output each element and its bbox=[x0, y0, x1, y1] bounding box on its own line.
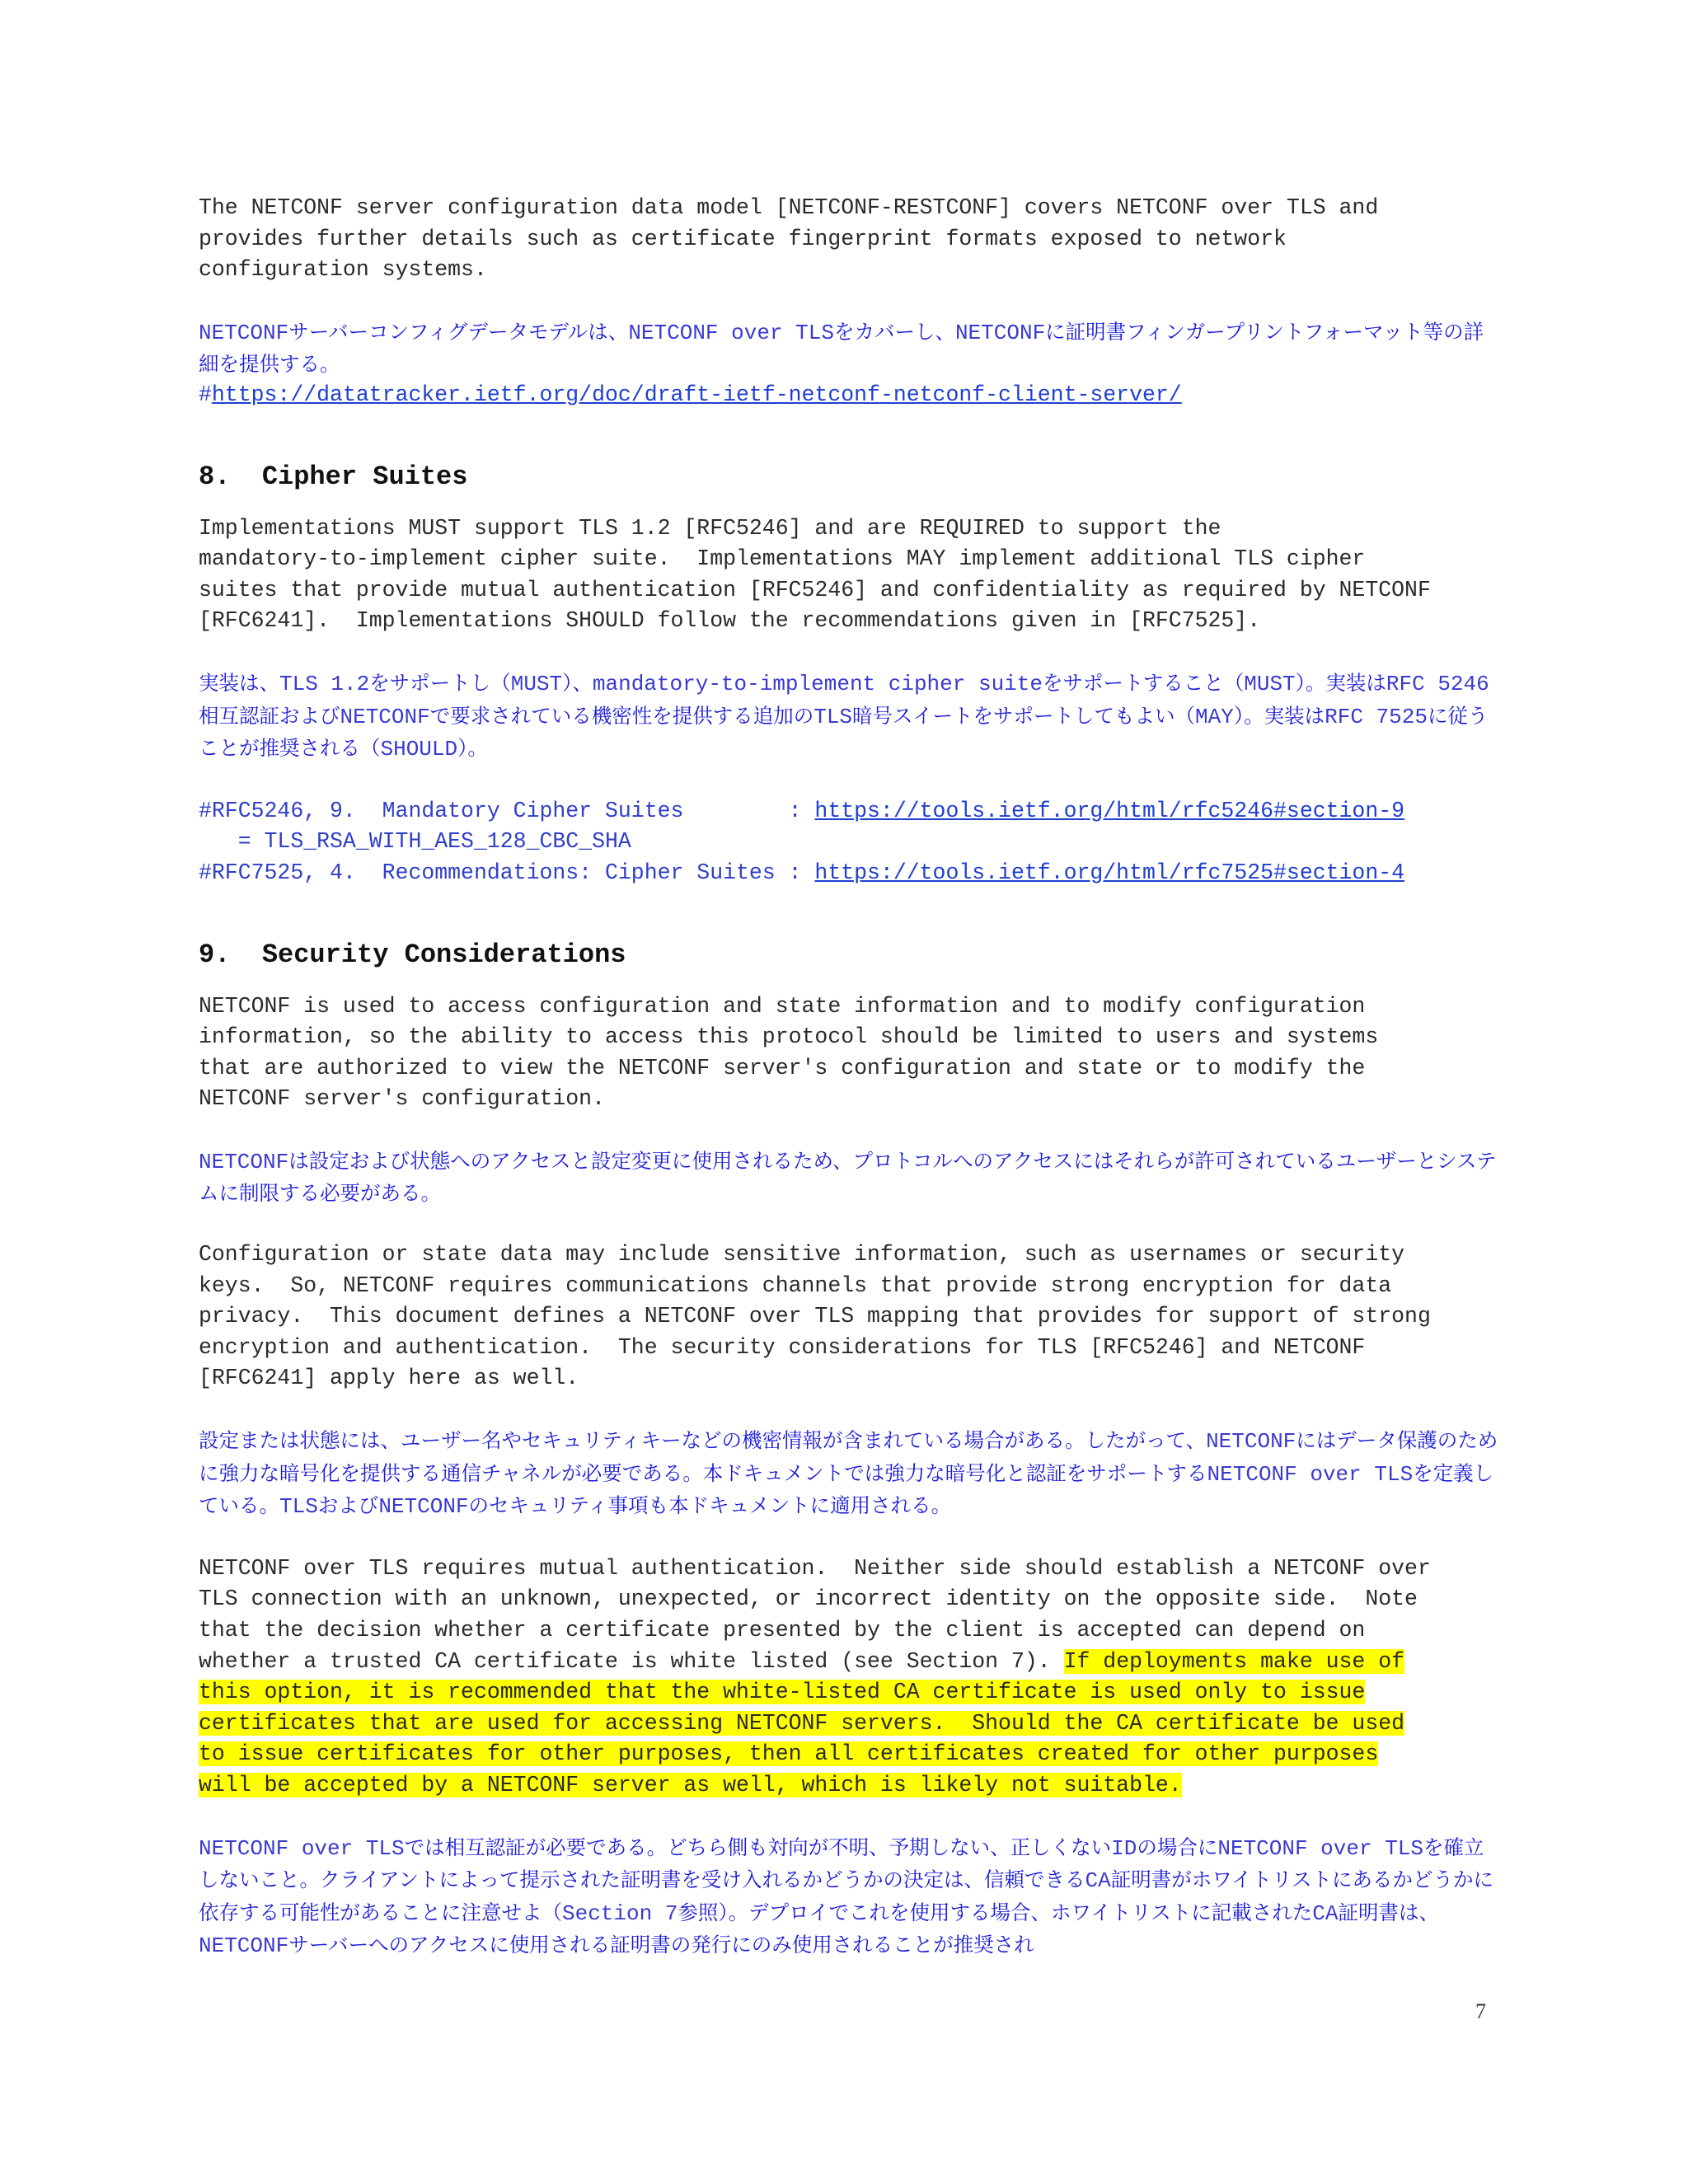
jp-text: 証明書がホワイトリストにあるかどうかに依存する可能性があることに注意せよ（ bbox=[199, 1868, 1494, 1924]
section-9-japanese-paragraph-2 bbox=[199, 1425, 1501, 1523]
jp-term: NETCONF bbox=[378, 1494, 469, 1520]
section-8-heading: 8. Cipher Suites bbox=[199, 461, 468, 492]
jp-text: ）、 bbox=[562, 670, 593, 695]
jp-text: では相互認証が必要である。どちら側も対向が不明、予期しない、正しくない bbox=[404, 1835, 1112, 1859]
section-9-heading: 9. Security Considerations bbox=[199, 939, 626, 970]
jp-term: CA bbox=[1312, 1900, 1339, 1926]
jp-text: をカバーし、 bbox=[833, 319, 955, 344]
jp-term: MUST bbox=[510, 671, 563, 696]
jp-term: NETCONF bbox=[1206, 1429, 1296, 1455]
jp-text: ）。実装は bbox=[1233, 703, 1325, 728]
jp-term: NETCONF over TLS bbox=[628, 320, 834, 345]
section-9-paragraph-2: Configuration or state data may include sensitive information, such as usernames or security keys. So, NETCONF requires communications channels that provide strong encryption for data privacy. This document defines a NETCONF over TLS mapping that provides for support of strong encryption and authentication. The security considerations for TLS [RFC5246] and NETCONF [RFC6241] apply here as well. bbox=[199, 1242, 1431, 1391]
section-9-paragraph-3 bbox=[199, 1554, 1501, 1802]
rfc5246-link[interactable]: https://tools.ietf.org/html/rfc5246#section-9 bbox=[814, 798, 1405, 823]
jp-term: mandatory-to-implement cipher suite bbox=[592, 671, 1043, 696]
jp-text: の場合に bbox=[1137, 1835, 1218, 1859]
jp-text: に従うことが推奨される（ bbox=[199, 703, 1489, 761]
jp-term: NETCONF bbox=[199, 1933, 289, 1959]
jp-text: 証明書は、 bbox=[1338, 1900, 1439, 1924]
jp-text: ）。実装は bbox=[1295, 670, 1386, 695]
jp-term: NETCONF over TLS bbox=[1207, 1461, 1414, 1487]
jp-text: を確立しないこと。クライアントによって提示された証明書を受け入れるかどうかの決定は、信頼できる bbox=[199, 1835, 1484, 1892]
jp-text: 実装は、 bbox=[199, 670, 279, 695]
jp-text: のセキュリティ事項も本ドキュメントに適用される。 bbox=[468, 1493, 952, 1518]
rfc7525-reference bbox=[199, 858, 1501, 889]
datatracker-link[interactable]: https://datatracker.ietf.org/doc/draft-ietf-netconf-netconf-client-server/ bbox=[211, 382, 1182, 407]
jp-term: CA bbox=[1085, 1868, 1111, 1894]
jp-text: 相互認証および bbox=[199, 703, 340, 728]
jp-term: TLS bbox=[814, 704, 853, 729]
jp-text: 設定または状態には、ユーザー名やセキュリティキーなどの機密情報が含まれている場合がある。したがって、 bbox=[199, 1428, 1207, 1453]
rfc7525-link[interactable]: https://tools.ietf.org/html/rfc7525#section-4 bbox=[814, 860, 1405, 885]
rfc5246-cipher: = TLS_RSA_WITH_AES_128_CBC_SHA bbox=[199, 829, 631, 855]
section-9-japanese-paragraph-3 bbox=[199, 1832, 1501, 1962]
jp-term: NETCONF over TLS bbox=[199, 1835, 405, 1861]
section-8-paragraph: Implementations MUST support TLS 1.2 [RFC5246] and are REQUIRED to support the mandatory-to-implement cipher suite. Implementations MAY implement additional TLS cipher suites that provide mutual authentication [RFC5246] and confidentiality as required by NETCONF [RFC6241]. Implementations SHOULD follow the recommendations given in [RFC7525]. bbox=[199, 515, 1431, 634]
jp-text: サーバーコンフィグデータモデルは、 bbox=[288, 319, 629, 344]
rfc5246-reference bbox=[199, 796, 1501, 827]
jp-term: TLS bbox=[279, 1494, 318, 1520]
jp-text: 参照）。デプロイでこれを使用する場合、ホワイトリストに記載された bbox=[678, 1900, 1313, 1924]
jp-text: に証明書フィンガープリントフォーマット等の詳細を提供する。 bbox=[199, 319, 1484, 377]
jp-text: で要求されている機密性を提供する追加の bbox=[429, 703, 814, 728]
jp-term: MAY bbox=[1195, 704, 1234, 729]
section-8-japanese-paragraph bbox=[199, 668, 1501, 766]
link-prefix: # bbox=[199, 382, 212, 407]
intro-paragraph: The NETCONF server configuration data model [NETCONF-RESTCONF] covers NETCONF over TLS and provides further details such as certificate fingerprint formats exposed to network configuration systems. bbox=[199, 195, 1379, 283]
jp-term: NETCONF bbox=[199, 320, 289, 345]
jp-term: MUST bbox=[1244, 671, 1296, 696]
section-9-paragraph-1: NETCONF is used to access configuration and state information and to modify configuration information, so the ability to access this protocol should be limited to users and systems that are authorized to view the NETCONF server's configuration and state or to modify the NETCONF server's configuration. bbox=[199, 993, 1379, 1112]
jp-text: をサポートし（ bbox=[369, 670, 511, 695]
jp-text: 暗号スイートをサポートしてもよい（ bbox=[852, 703, 1196, 728]
jp-text: をサポートすること（ bbox=[1042, 670, 1245, 695]
jp-text: を定義している。 bbox=[199, 1460, 1494, 1518]
document-content bbox=[199, 193, 1501, 1962]
jp-term: ID bbox=[1111, 1835, 1137, 1861]
jp-term: Section 7 bbox=[562, 1900, 678, 1926]
jp-term: SHOULD bbox=[380, 737, 458, 762]
jp-term: RFC 7525 bbox=[1325, 704, 1428, 729]
ref-label: #RFC7525, 4. Recommendations: Cipher Suites : bbox=[199, 860, 815, 885]
jp-text: にはデータ保護のために強力な暗号化を提供する通信チャネルが必要である。本ドキュメントでは強力な暗号化と認証をサポートする bbox=[199, 1428, 1498, 1485]
paragraph-text: NETCONF over TLS requires mutual authentication. Neither side should establish a NETCONF over TLS connection with an unknown, unexpected, or incorrect identity on the opposite side. Note that the decision whether a certificate presented by the client is accepted can depend on whether a trusted CA certificate is white listed (see Section 7). bbox=[199, 1555, 1431, 1674]
jp-term: NETCONF bbox=[340, 704, 430, 729]
intro-japanese-paragraph bbox=[199, 316, 1501, 380]
highlighted-text: If deployments make use of this option, it is recommended that the white-listed CA certificate is used only to issue certificates that are used for accessing NETCONF servers. Should the CA certificate be used to issue certificates for other purposes, then all certificates created for other purposes will be accepted by a NETCONF server as well, which is likely not suitable. bbox=[199, 1648, 1405, 1797]
jp-term: TLS 1.2 bbox=[279, 671, 370, 696]
jp-term: NETCONF bbox=[954, 320, 1046, 345]
jp-text: サーバーへのアクセスに使用される証明書の発行にのみ使用されることが推奨され bbox=[288, 1933, 1034, 1957]
jp-text: および bbox=[317, 1493, 379, 1518]
jp-term: NETCONF over TLS bbox=[1217, 1835, 1423, 1861]
jp-term: NETCONF bbox=[199, 1149, 289, 1174]
page-number: 7 bbox=[1475, 1999, 1486, 2023]
intro-reference bbox=[199, 380, 1501, 411]
jp-text: は設定および状態へのアクセスと設定変更に使用されるため、プロトコルへのアクセスにはそれらが許可されているユーザーとシステムに制限する必要がある。 bbox=[199, 1148, 1497, 1206]
section-9-japanese-paragraph-1 bbox=[199, 1146, 1501, 1209]
jp-text: ）。 bbox=[457, 736, 488, 761]
jp-term: RFC 5246 bbox=[1386, 671, 1489, 696]
ref-label: #RFC5246, 9. Mandatory Cipher Suites : bbox=[199, 798, 815, 823]
